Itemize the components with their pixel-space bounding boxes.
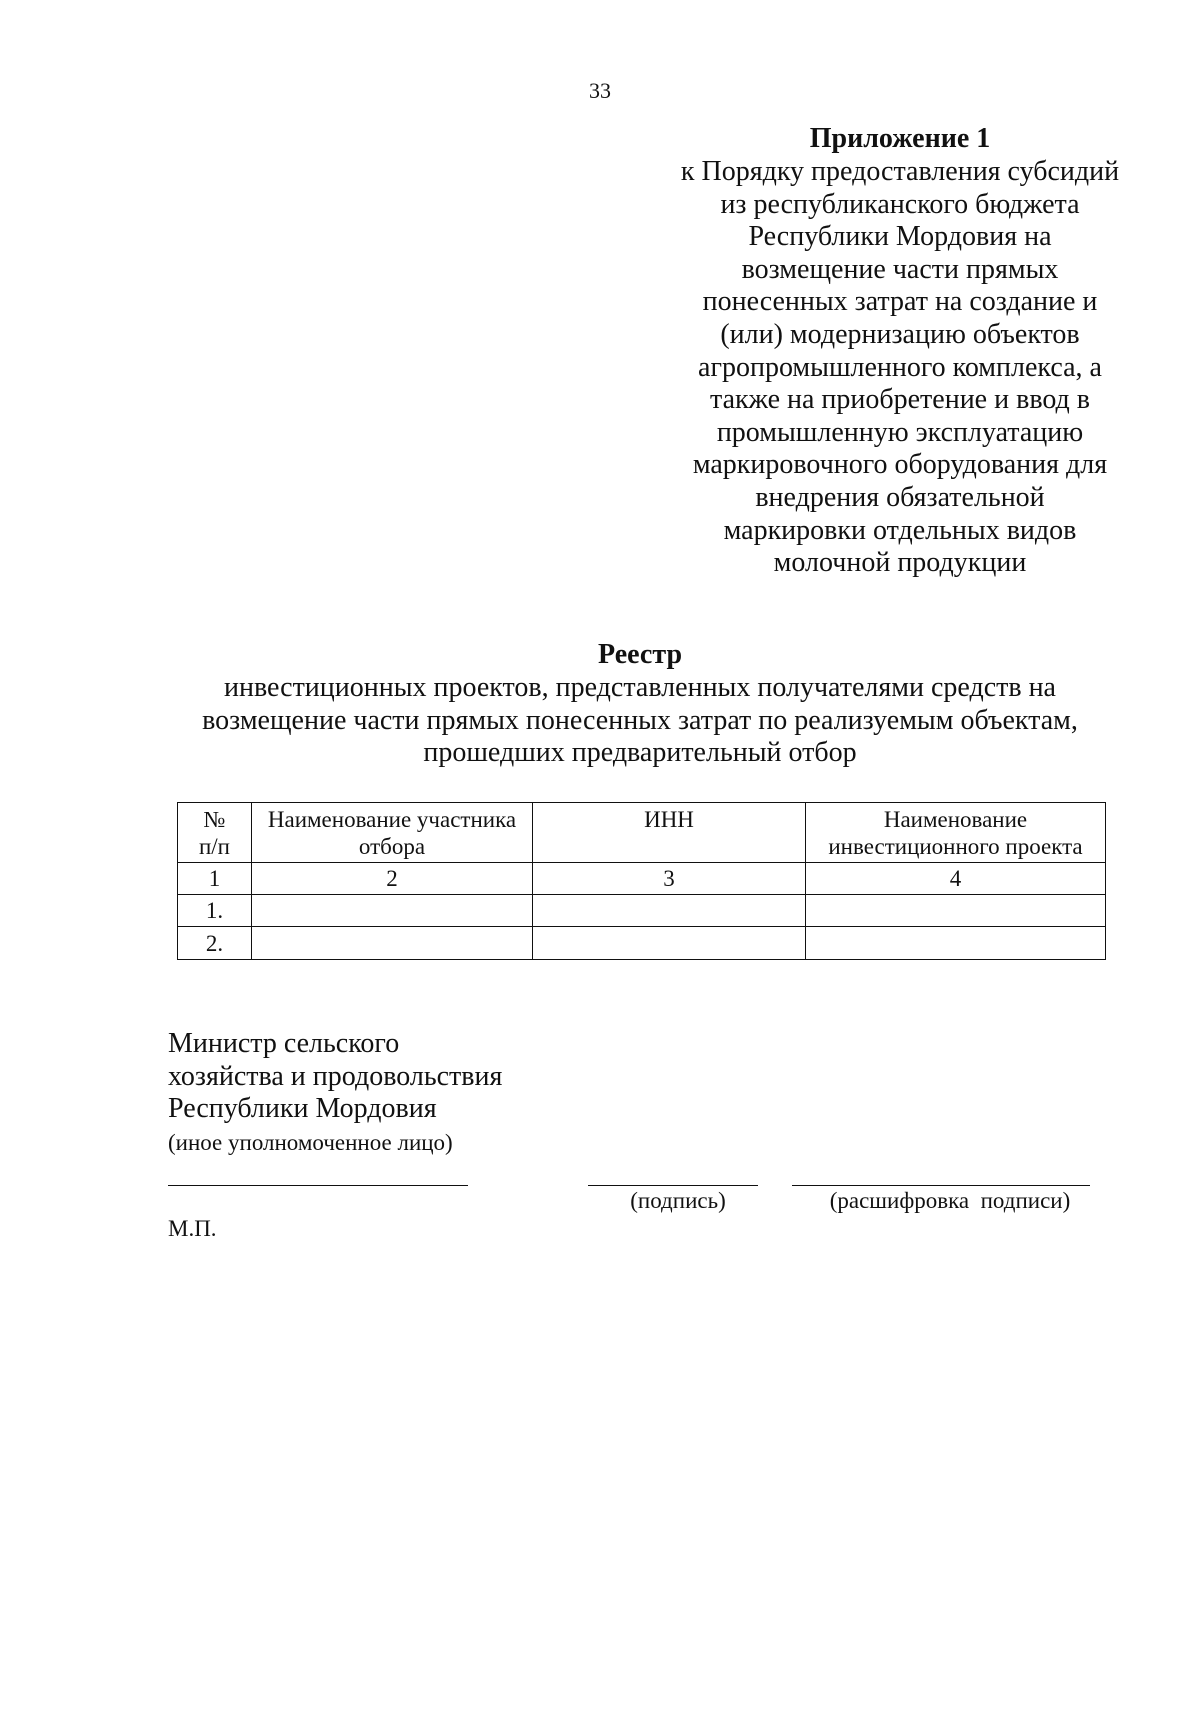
registry-subtitle-line: возмещение части прямых понесенных затрат по реализуемым объектам,: [202, 704, 1078, 736]
header-text: п/п: [198, 834, 230, 859]
appendix-title: Приложение 1: [809, 123, 991, 154]
appendix-line: внедрения обязательной: [755, 481, 1045, 513]
header-text: №: [203, 807, 226, 832]
table-cell: [252, 927, 533, 960]
registry-title: Реестр: [597, 639, 683, 670]
appendix-line: агропромышленного комплекса, а: [698, 351, 1102, 383]
registry-subtitle-line: инвестиционных проектов, представленных получателями средств на: [223, 672, 1056, 703]
numbering-cell: 1: [178, 863, 252, 895]
header-cell-participant: [252, 803, 533, 863]
signatory-line: Республики Мордовия: [168, 1093, 437, 1124]
table-cell: 2.: [178, 927, 252, 960]
appendix-line: маркировки отдельных видов: [723, 514, 1077, 546]
signatory-block: [168, 1028, 668, 1158]
decoding-line: [792, 1185, 1090, 1186]
appendix-line: промышленную эксплуатацию: [716, 416, 1084, 448]
table-row: [178, 927, 1106, 960]
numbering-cell: 2: [252, 863, 533, 895]
signatory-line: хозяйства и продовольствия: [168, 1060, 503, 1092]
registry-table: [177, 802, 1106, 960]
appendix-line: понесенных затрат на создание и: [702, 286, 1098, 318]
signatory-note: (иное уполномоченное лицо): [168, 1129, 453, 1155]
page-number: 33: [589, 78, 611, 103]
header-text: ИНН: [644, 807, 694, 832]
appendix-block: [640, 122, 1160, 580]
table-header-row: [178, 803, 1106, 863]
header-text: Наименование: [883, 807, 1028, 832]
header-cell-inn: [533, 803, 806, 863]
table-cell: [533, 927, 806, 960]
header-text: инвестиционного проекта: [828, 834, 1083, 859]
appendix-line: (или) модернизацию объектов: [720, 318, 1080, 350]
table-row: [178, 895, 1106, 927]
signatory-line: Министр сельского: [168, 1028, 400, 1059]
signature-caption: (подпись): [630, 1188, 726, 1213]
appendix-line: из республиканского бюджета: [720, 188, 1080, 220]
table-cell: [806, 927, 1106, 960]
registry-subtitle-line: прошедших предварительный отбор: [423, 737, 857, 768]
table-cell: [533, 895, 806, 927]
appendix-line: возмещение части прямых: [741, 253, 1059, 285]
signature-line: [588, 1185, 758, 1186]
table-cell: [806, 895, 1106, 927]
numbering-cell: 3: [533, 863, 806, 895]
registry-heading: [150, 638, 1130, 770]
header-text: отбора: [358, 834, 426, 859]
position-line: [168, 1185, 468, 1186]
header-cell-project: [806, 803, 1106, 863]
appendix-line: Республики Мордовия на: [748, 221, 1052, 253]
appendix-line: к Порядку предоставления субсидий: [680, 156, 1120, 187]
stamp-mark: М.П.: [168, 1216, 217, 1241]
table-numbering-row: [178, 863, 1106, 895]
table-cell: [252, 895, 533, 927]
numbering-cell: 4: [806, 863, 1106, 895]
appendix-line: также на приобретение и ввод в: [709, 384, 1091, 416]
decoding-caption: (расшифровка подписи): [829, 1188, 1071, 1213]
table-cell: 1.: [178, 895, 252, 927]
header-text: Наименование участника: [267, 807, 517, 832]
appendix-line: молочной продукции: [773, 547, 1027, 579]
header-cell-number: [178, 803, 252, 863]
appendix-line: маркировочного оборудования для: [692, 449, 1108, 481]
